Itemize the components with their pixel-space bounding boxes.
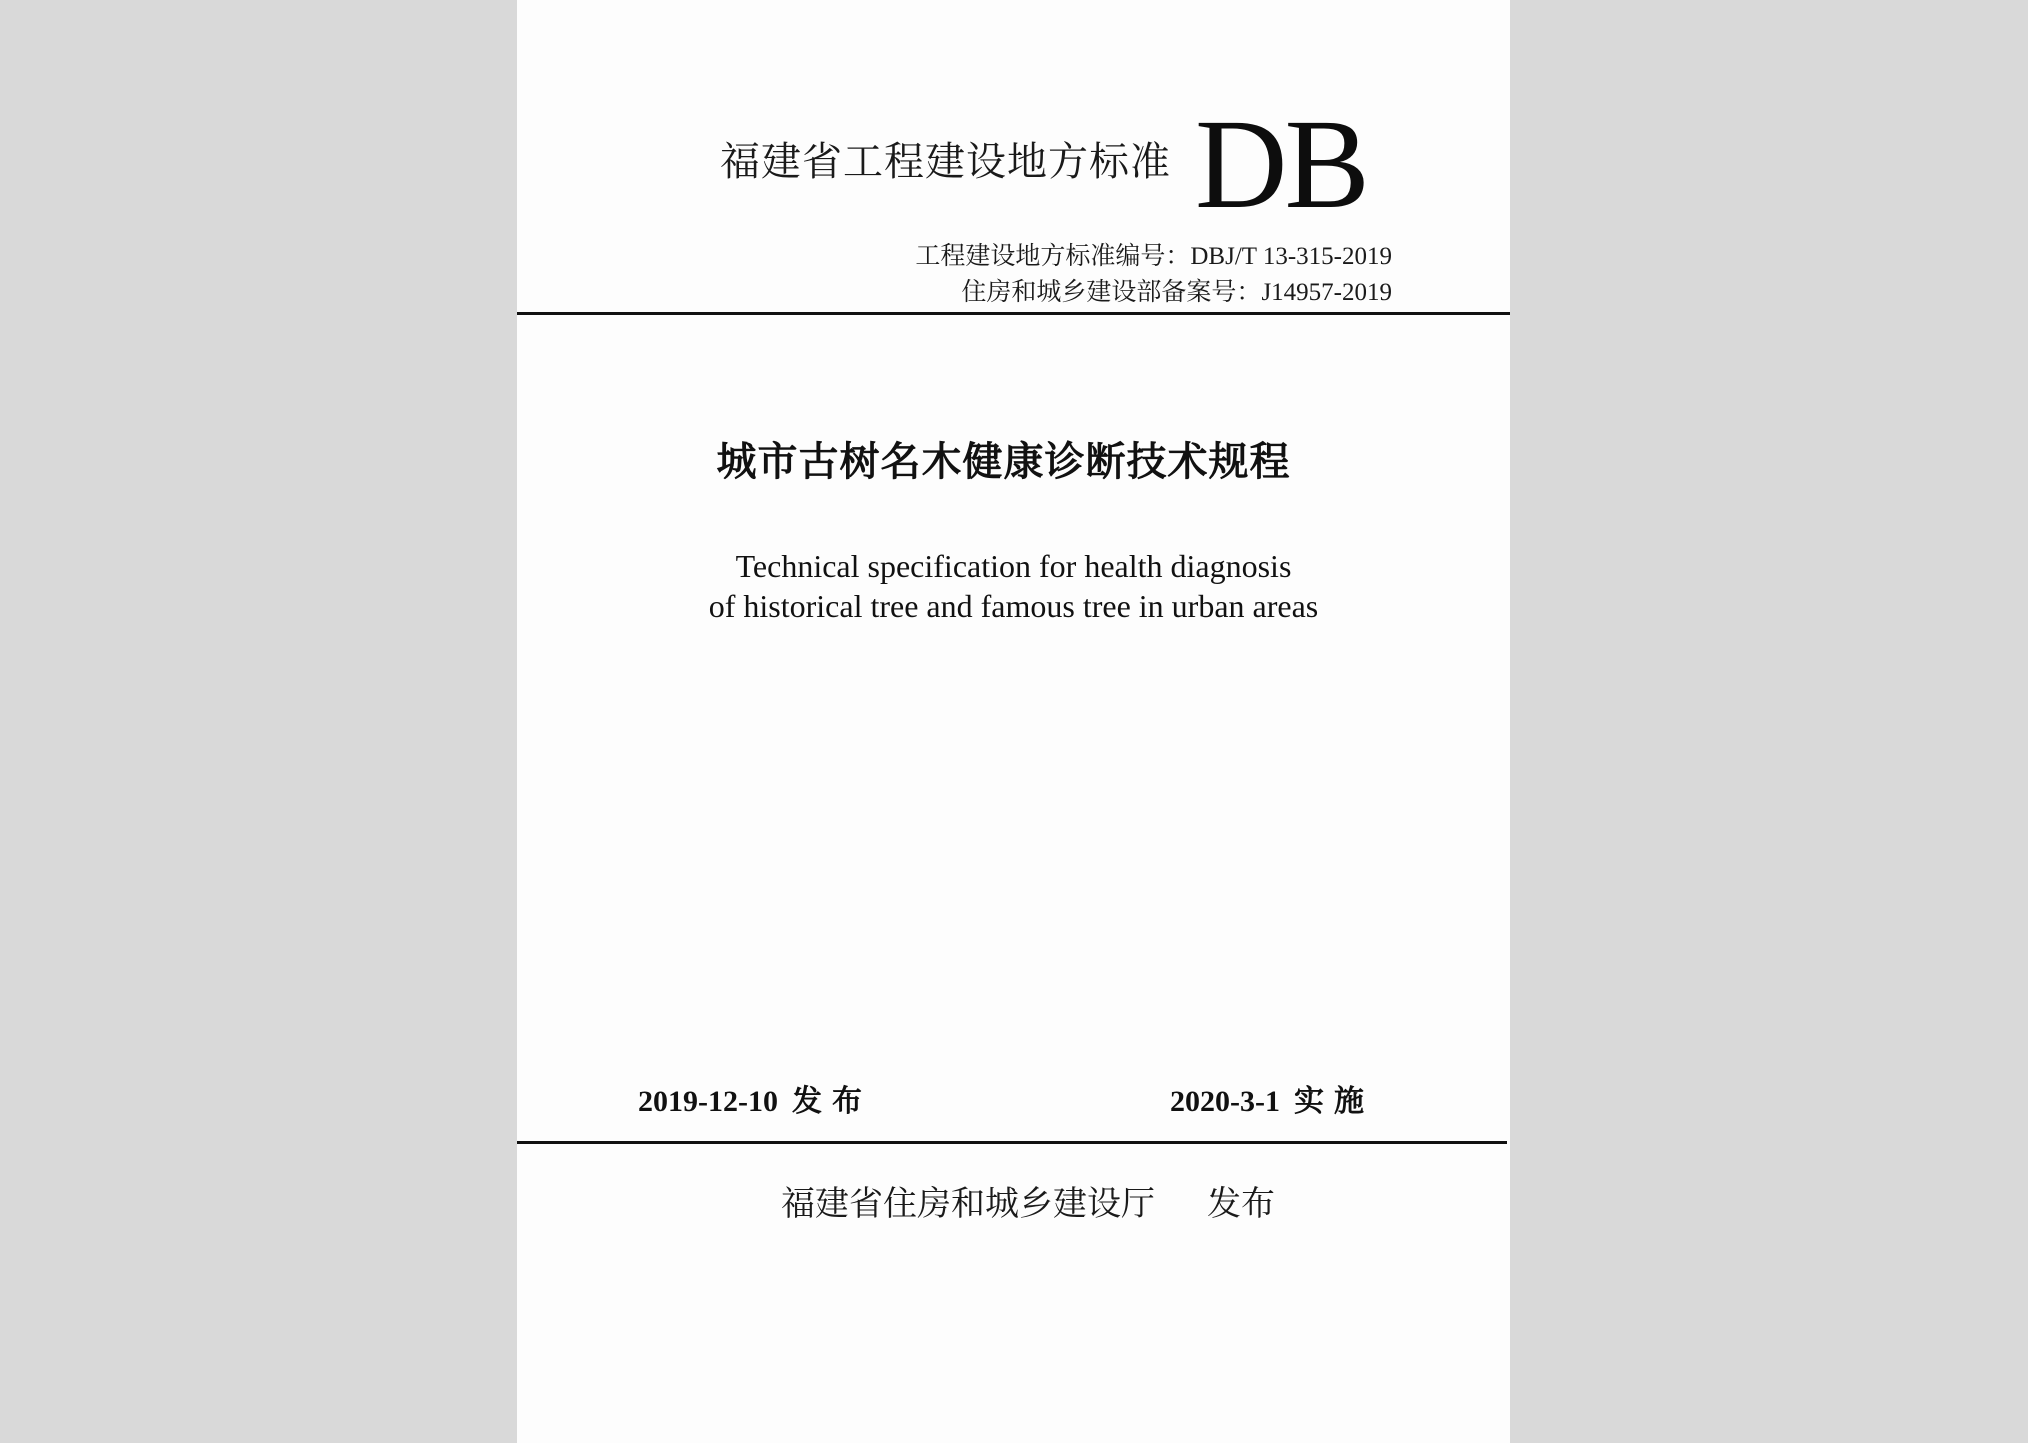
record-number-value: J14957-2019: [1261, 279, 1392, 306]
implementation-label: 实施: [1293, 1084, 1374, 1119]
record-number-line: [961, 272, 1392, 308]
implementation-date-block: [1170, 1076, 1374, 1120]
publisher-name: 福建省住房和城乡建设厅: [781, 1184, 1155, 1224]
publisher-action: 发布: [1207, 1184, 1275, 1224]
english-title-line-1: Technical specification for health diagnosis: [735, 548, 1292, 584]
document-cover-page: [517, 0, 1510, 1443]
series-title: 福建省工程建设地方标准: [720, 139, 1171, 185]
record-number-label: 住房和城乡建设部备案号：: [961, 277, 1262, 306]
standard-number-label: 工程建设地方标准编号：: [915, 241, 1191, 270]
english-title-line-2: of historical tree and famous tree in urban areas: [708, 588, 1319, 624]
top-divider: [517, 312, 1510, 315]
issue-label: 发布: [791, 1084, 872, 1119]
implementation-date: 2020-3-1: [1170, 1085, 1280, 1118]
issue-date: 2019-12-10: [638, 1085, 778, 1118]
issue-date-block: [638, 1076, 872, 1120]
standard-number-value: DBJ/T 13-315-2019: [1190, 243, 1392, 270]
standard-number-line: [915, 236, 1392, 272]
db-mark: DB: [1195, 93, 1367, 235]
bottom-divider: [517, 1141, 1507, 1144]
chinese-title: 城市古树名木健康诊断技术规程: [716, 439, 1291, 485]
publisher-line: [781, 1176, 1275, 1225]
english-title: [517, 546, 1510, 626]
